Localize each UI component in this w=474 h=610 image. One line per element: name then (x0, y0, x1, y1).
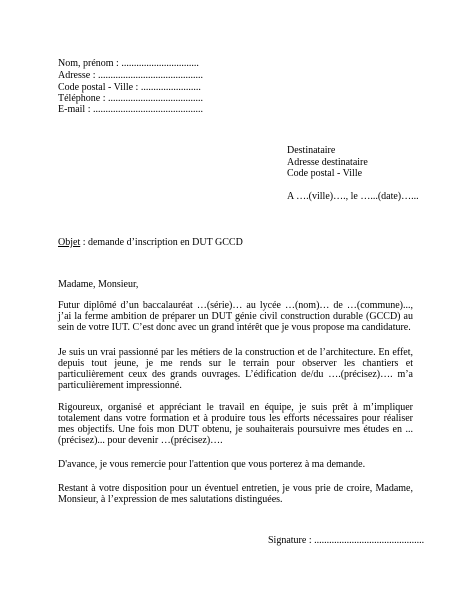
salutation: Madame, Monsieur, (58, 279, 139, 290)
body-paragraph-4: D'avance, je vous remercie pour l'attention que vous porterez à ma demande. (58, 459, 366, 470)
subject-text: : demande d’inscription en DUT GCCD (80, 237, 243, 248)
sender-name: Nom, prénom : ............................... (58, 58, 199, 69)
body-paragraph-1: Futur diplômé d’un baccalauréat …(série)… au lycée …(nom)… de …(commune)..., j’ai la ferme ambition de préparer un DUT génie civil construction durable (GCCD) au sein de votre IUT. C’est donc avec un grand intérêt que je vous propose ma candidature. (58, 300, 413, 333)
sender-address: Adresse : .......................................... (58, 70, 203, 81)
body-paragraph-2: Je suis un vrai passionné par les métiers de la construction et de l’architecture. En effet, depuis tout jeune, je me rends sur le terrain pour observer les chantiers et particulièrement ceux des grands ouvrages. L’édification de/du ….(précisez)…. m’a particulièrement impressionné. (58, 347, 413, 391)
subject-line (58, 237, 243, 248)
place-date: A ….(ville)…., le …...(date)…... (287, 191, 419, 202)
recipient-postal-city: Code postal - Ville (287, 168, 363, 179)
body-paragraph-3: Rigoureux, organisé et appréciant le travail en équipe, je suis prêt à m’impliquer totalement dans votre formation et à produire tous les efforts nécessaires pour réaliser mes objectifs. Une fois mon DUT obtenu, je souhaiterais poursuivre mes études en ...(précisez)... pour devenir …(précisez)…. (58, 402, 413, 446)
sender-phone: Téléphone : ...................................... (58, 93, 203, 104)
sender-postal-city: Code postal - Ville : ........................ (58, 82, 201, 93)
body-paragraph-5: Restant à votre disposition pour un éventuel entretien, je vous prie de croire, Madame, Monsieur, à l’expression de mes salutations distinguées. (58, 483, 413, 505)
recipient-address: Adresse destinataire (287, 157, 368, 168)
sender-email: E-mail : ............................................ (58, 104, 203, 115)
subject-label: Objet (58, 237, 81, 248)
signature-line: Signature : ............................................ (268, 535, 425, 546)
recipient-name: Destinataire (287, 145, 336, 156)
